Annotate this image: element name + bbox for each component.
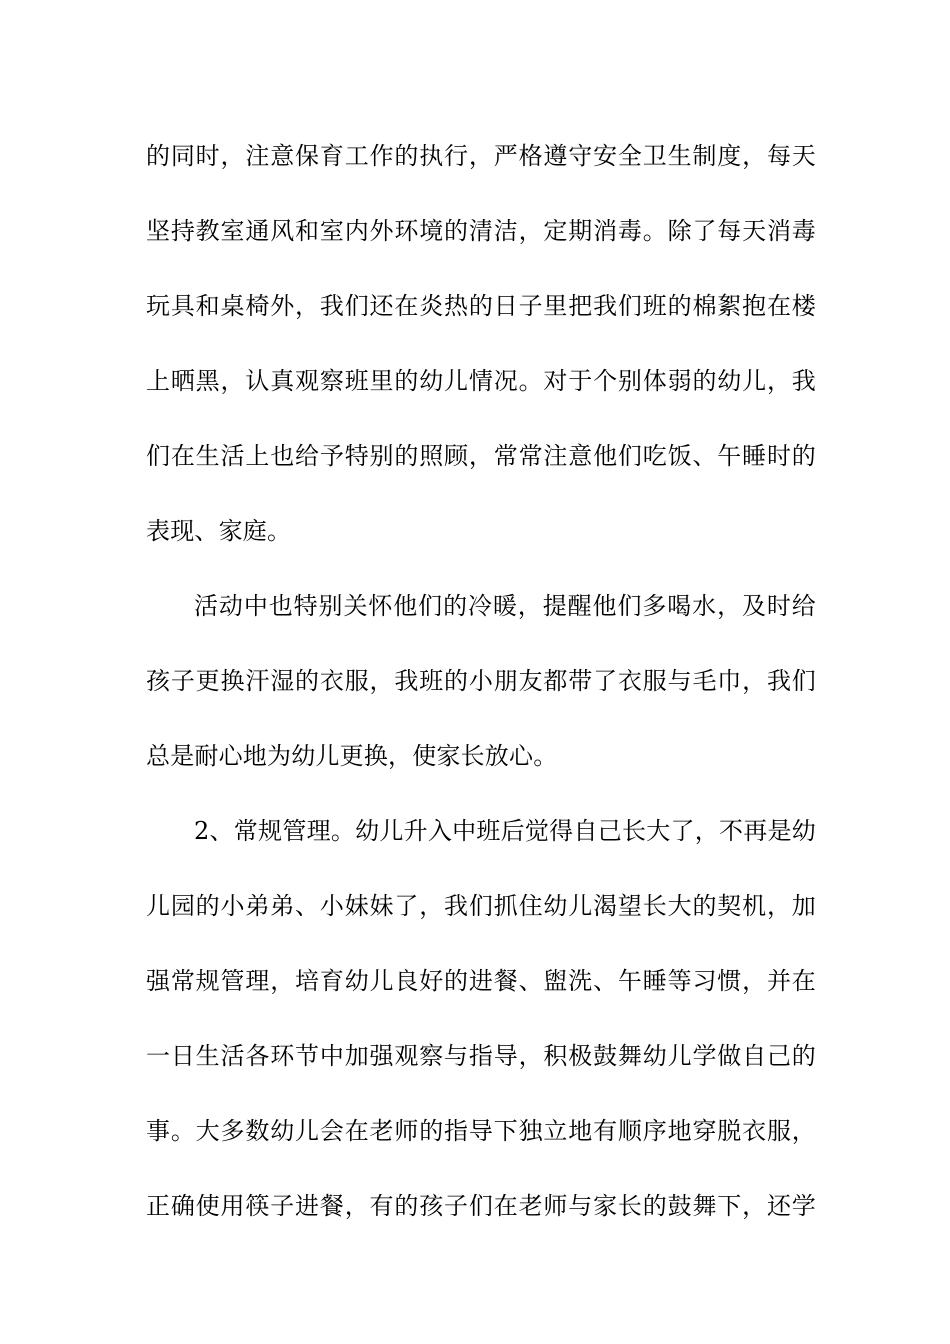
text-line: 上晒黑，认真观察班里的幼儿情况。对于个别体弱的幼儿，我 (146, 367, 816, 395)
text-line: 孩子更换汗湿的衣服，我班的小朋友都带了衣服与毛巾，我们 (146, 667, 816, 695)
text-line: 玩具和桌椅外，我们还在炎热的日子里把我们班的棉絮抱在楼 (146, 292, 816, 320)
body-text (146, 132, 816, 1257)
text-line: 的同时，注意保育工作的执行，严格遵守安全卫生制度，每天 (146, 142, 816, 170)
text-line: 正确使用筷子进餐，有的孩子们在老师与家长的鼓舞下，还学 (146, 1192, 816, 1220)
text-line: 2、常规管理。幼儿升入中班后觉得自己长大了，不再是幼 (194, 817, 816, 845)
text-line: 一日生活各环节中加强观察与指导，积极鼓舞幼儿学做自己的 (146, 1042, 816, 1070)
text-line: 强常规管理，培育幼儿良好的进餐、盥洗、午睡等习惯，并在 (146, 967, 816, 995)
text-line: 表现、家庭。 (146, 517, 292, 545)
text-line: 坚持教室通风和室内外环境的清洁，定期消毒。除了每天消毒 (146, 217, 816, 245)
text-line: 总是耐心地为幼儿更换，使家长放心。 (146, 742, 558, 770)
text-line: 活动中也特别关怀他们的冷暖，提醒他们多喝水，及时给 (194, 592, 816, 620)
text-line: 儿园的小弟弟、小妹妹了，我们抓住幼儿渴望长大的契机，加 (146, 892, 816, 920)
text-line: 们在生活上也给予特别的照顾，常常注意他们吃饭、午睡时的 (146, 442, 816, 470)
text-line: 事。大多数幼儿会在老师的指导下独立地有顺序地穿脱衣服， (146, 1117, 816, 1145)
